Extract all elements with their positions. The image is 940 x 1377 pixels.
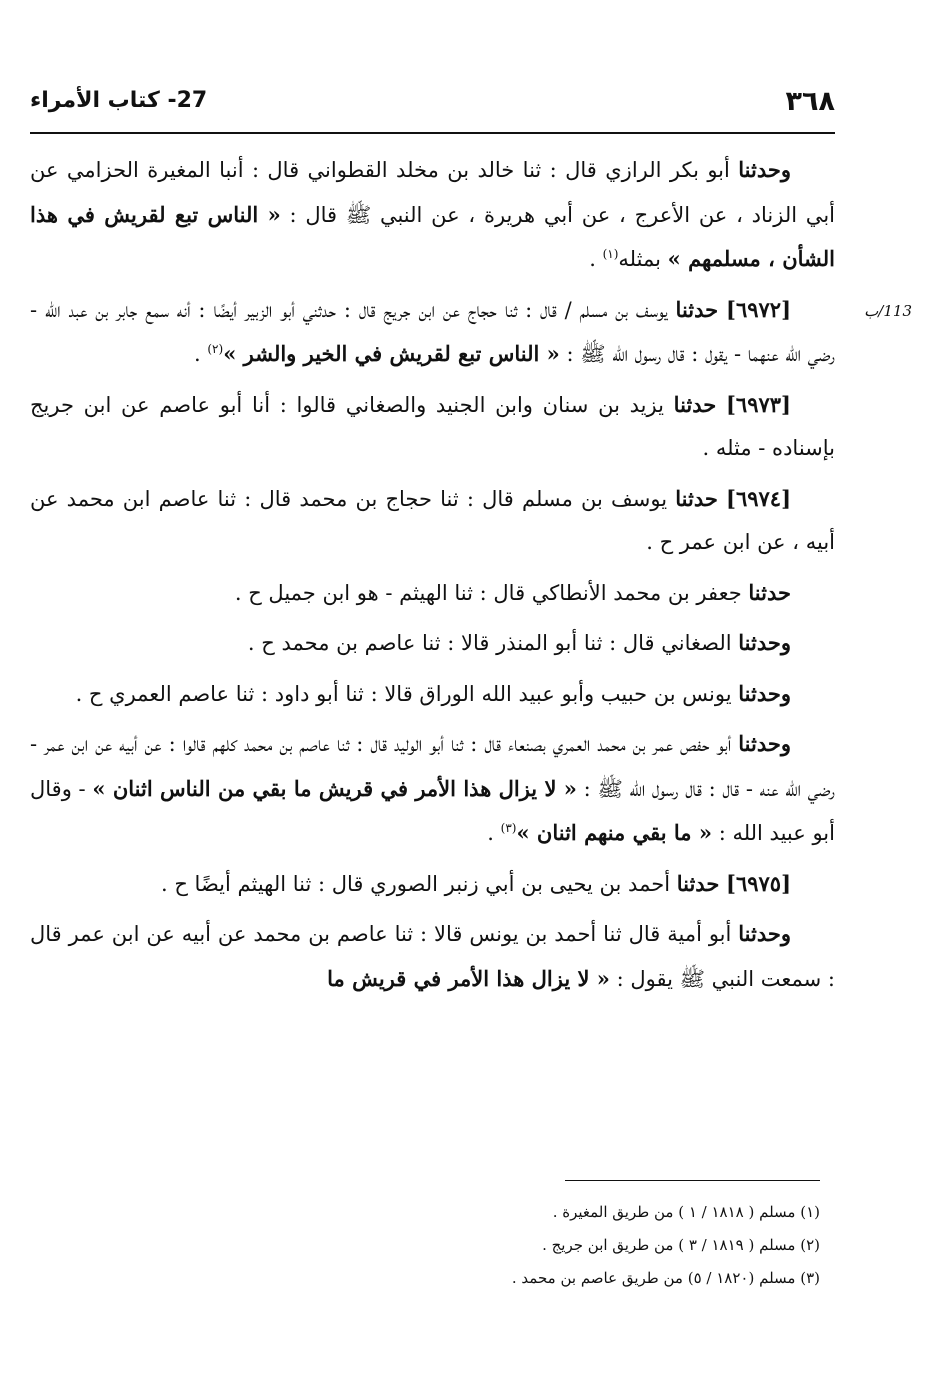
paragraph [30,571,835,616]
footnote-rule [565,1180,820,1181]
paragraph [30,672,835,717]
hadith-text: الصغاني قال : ثنا أبو المنذر قالا : ثنا عاصم بن محمد ح . [247,631,732,655]
lead-word: حدثنا [675,296,719,322]
lead-word: وحدثنا [738,630,791,655]
paragraph [30,621,835,666]
hadith-text: يونس بن حبيب وأبو عبيد الله الوراق قالا : ثنا أبو داود : ثنا عاصم العمري ح . [75,681,732,706]
hadith-number: [٦٩٧٥] [726,870,791,896]
lead-word: وحدثنا [738,157,791,182]
hadith-text: أبو أمية قال ثنا أحمد بن يونس قالا : ثنا عاصم بن محمد عن أبيه عن ابن عمر قال : سمعت النبي ﷺ يقول : [30,922,835,991]
hadith-quote: « لا يزال هذا الأمر في قريش ما بقي من الناس اثنان » [92,775,577,801]
lead-word: وحدثنا [738,680,791,706]
hadith-quote: « لا يزال هذا الأمر في قريش ما [327,965,610,991]
footnote-ref: (٢) [207,342,224,356]
hadith-quote-secondary: « ما بقي منهم اثنان » [516,820,712,845]
sentence-end: . [193,342,201,366]
hadith-quote: « الناس تبع لقريش في الخير والشر » [223,341,560,366]
lead-word: وحدثنا [738,921,791,946]
header-rule [30,132,835,134]
paragraph [30,862,835,907]
hadith-text: أحمد بن يحيى بن أبي زنبر الصوري قال : ثنا الهيثم أيضًا ح . [160,871,671,896]
hadith-text: جعفر بن محمد الأنطاكي قال : ثنا الهيثم - هو ابن جميل ح . [234,580,742,605]
footnote-ref: (١) [602,247,619,261]
sentence-end: . [589,247,596,271]
hadith-number: [٦٩٧٣] [725,391,791,417]
hadith-text: أبو حفص عمر بن محمد العمري بصنعاء قال : ثنا أبو الوليد قال : ثنا عاصم بن محمد كلهم قالوا : عن أبيه عن ابن عمر - رضي الله عنه - قال : قال رسول الله ﷺ : [30,732,835,801]
footnote: (٢) مسلم ( ١٨١٩ / ٣ ) من طريق ابن جريج . [542,1236,820,1254]
hadith-number: [٦٩٧٤] [726,485,791,511]
paragraph [30,148,835,282]
hadith-text: يوسف بن مسلم قال : ثنا حجاج بن محمد قال : ثنا عاصم ابن محمد عن أبيه ، عن ابن عمر ح . [30,486,835,554]
lead-word: وحدثنا [738,731,791,756]
margin-note: 113/ب [864,302,912,320]
lead-word: حدثنا [748,579,791,605]
hadith-text: يزيد بن سنان وابن الجنيد والصغاني قالوا : أنا أبو عاصم عن ابن جريج بإسناده - مثله . [30,392,835,460]
footnote-ref: (٣) [500,821,517,835]
hadith-tail: - وقال أبو عبيد الله : [30,776,835,845]
hadith-number: [٦٩٧٢] [726,296,791,322]
lead-word: حدثنا [675,485,718,511]
footnote: (١) مسلم ( ١٨١٨ / ١ ) من طريق المغيرة . [552,1203,820,1221]
hadith-text: يوسف بن مسلم / قال : ثنا حجاج عن ابن جريج قال : حدثني أبو الزبير أيضًا : أنه سمع جابر بن عبد الله - رضي الله عنهما - يقول : قال رسول الله ﷺ : [30,297,835,366]
paragraph [30,383,835,471]
hadith-text: أبو بكر الرازي قال : ثنا خالد بن مخلد القطواني قال : أنبا المغيرة الحزامي عن أبي الزناد ، عن الأعرج ، عن أبي هريرة ، عن النبي ﷺ قال : [30,158,835,227]
body-text [30,148,835,1007]
lead-word: حدثنا [676,870,720,896]
hadith-tail: بمثله [618,247,661,271]
page-number: ٣٦٨ [785,86,835,117]
paragraph [30,912,835,1001]
footnotes [420,1196,820,1295]
paragraph [30,288,835,377]
chapter-title: 27- كتاب الأمراء [30,88,208,113]
footnote: (٣) مسلم (١٨٢٠ / ٥) من طريق عاصم بن محمد . [511,1269,820,1287]
paragraph [30,477,835,565]
paragraph [30,722,835,856]
sentence-end: . [487,821,494,845]
lead-word: حدثنا [673,391,717,417]
hadith-quote: « الناس تبع لقريش في هذا الشأن ، مسلمهم » [30,201,835,271]
